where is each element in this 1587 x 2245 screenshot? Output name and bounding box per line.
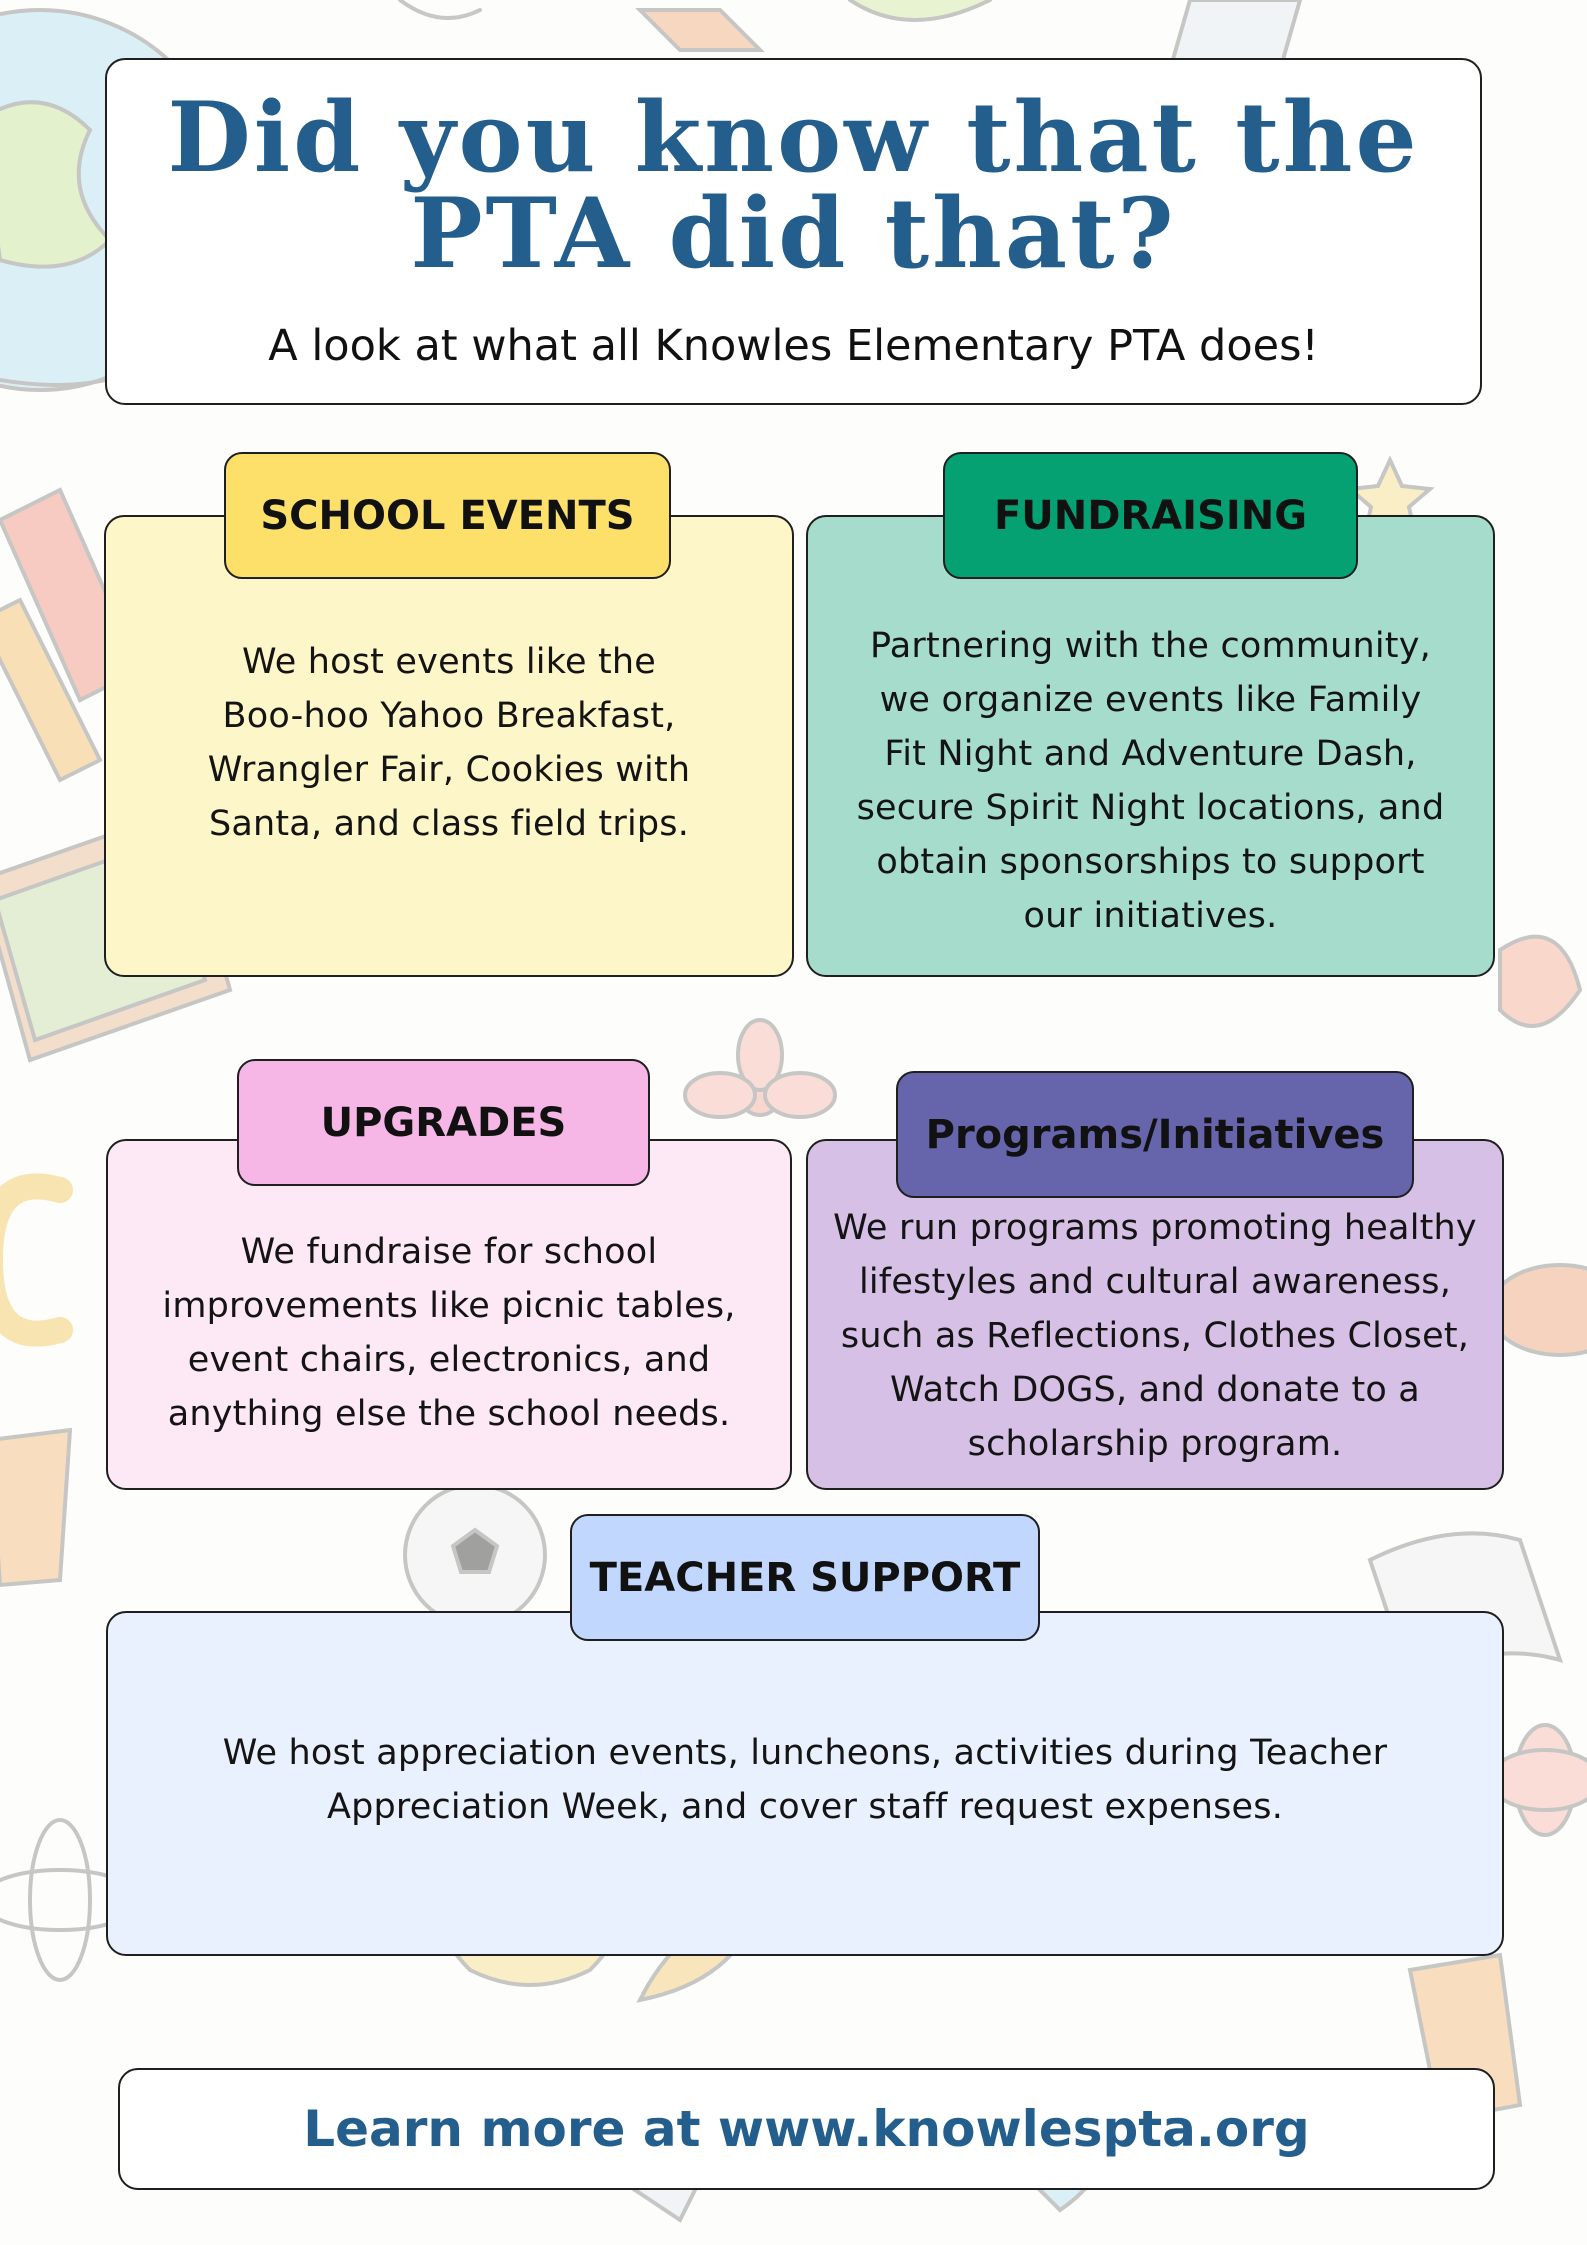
text-line: we organize events like Family xyxy=(879,680,1422,720)
text-line: Partnering with the community, xyxy=(870,626,1431,666)
soccer-ball-icon xyxy=(405,1485,545,1625)
leaf-icon xyxy=(850,0,990,20)
flower-icon xyxy=(685,1020,835,1117)
text-line: Fit Night and Adventure Dash, xyxy=(884,734,1417,774)
programs-text xyxy=(806,1201,1504,1471)
school-events-tab: SCHOOL EVENTS xyxy=(224,452,671,579)
text-line: improvements like picnic tables, xyxy=(162,1286,736,1326)
text-line: Watch DOGS, and donate to a xyxy=(890,1370,1420,1410)
pencil-icon xyxy=(400,0,760,50)
text-line: We run programs promoting healthy xyxy=(833,1208,1477,1248)
school-events-text xyxy=(104,635,794,851)
flower-right-icon xyxy=(1490,1725,1587,1835)
fundraising-text xyxy=(806,619,1495,943)
text-line: We fundraise for school xyxy=(240,1232,658,1272)
text-line: scholarship program. xyxy=(967,1424,1343,1464)
text-line: our initiatives. xyxy=(1023,896,1278,936)
page-subtitle: A look at what all Knowles Elementary PTA does! xyxy=(268,321,1319,371)
text-line: Appreciation Week, and cover staff request expenses. xyxy=(326,1787,1284,1827)
leaf-right-icon xyxy=(1500,937,1580,1026)
text-line: Boo-hoo Yahoo Breakfast, xyxy=(222,696,676,736)
text-line: secure Spirit Night locations, and xyxy=(856,788,1445,828)
teacher-support-text xyxy=(106,1726,1504,1834)
upgrades-tab: UPGRADES xyxy=(237,1059,650,1186)
cup-icon xyxy=(0,1430,70,1585)
page-title xyxy=(105,81,1482,290)
text-line: such as Reflections, Clothes Closet, xyxy=(840,1316,1470,1356)
text-line: Wrangler Fair, Cookies with xyxy=(207,750,691,790)
title-line-2: PTA did that? xyxy=(410,177,1177,290)
teacher-support-tab: TEACHER SUPPORT xyxy=(570,1514,1040,1641)
football-icon xyxy=(1490,1265,1587,1355)
text-line: event chairs, electronics, and xyxy=(187,1340,711,1380)
text-line: anything else the school needs. xyxy=(167,1394,731,1434)
letter-c-icon xyxy=(0,1186,60,1333)
text-line: lifestyles and cultural awareness, xyxy=(858,1262,1452,1302)
footer-link-text[interactable]: Learn more at www.knowlespta.org xyxy=(303,2100,1310,2158)
programs-tab: Programs/Initiatives xyxy=(896,1071,1414,1198)
text-line: obtain sponsorships to support xyxy=(876,842,1425,882)
text-line: We host events like the xyxy=(241,642,657,682)
text-line: Santa, and class field trips. xyxy=(208,804,690,844)
text-line: We host appreciation events, luncheons, activities during Teacher xyxy=(222,1733,1388,1773)
title-line-1: Did you know that the xyxy=(167,81,1420,194)
upgrades-text xyxy=(106,1225,792,1441)
fundraising-tab: FUNDRAISING xyxy=(943,452,1358,579)
